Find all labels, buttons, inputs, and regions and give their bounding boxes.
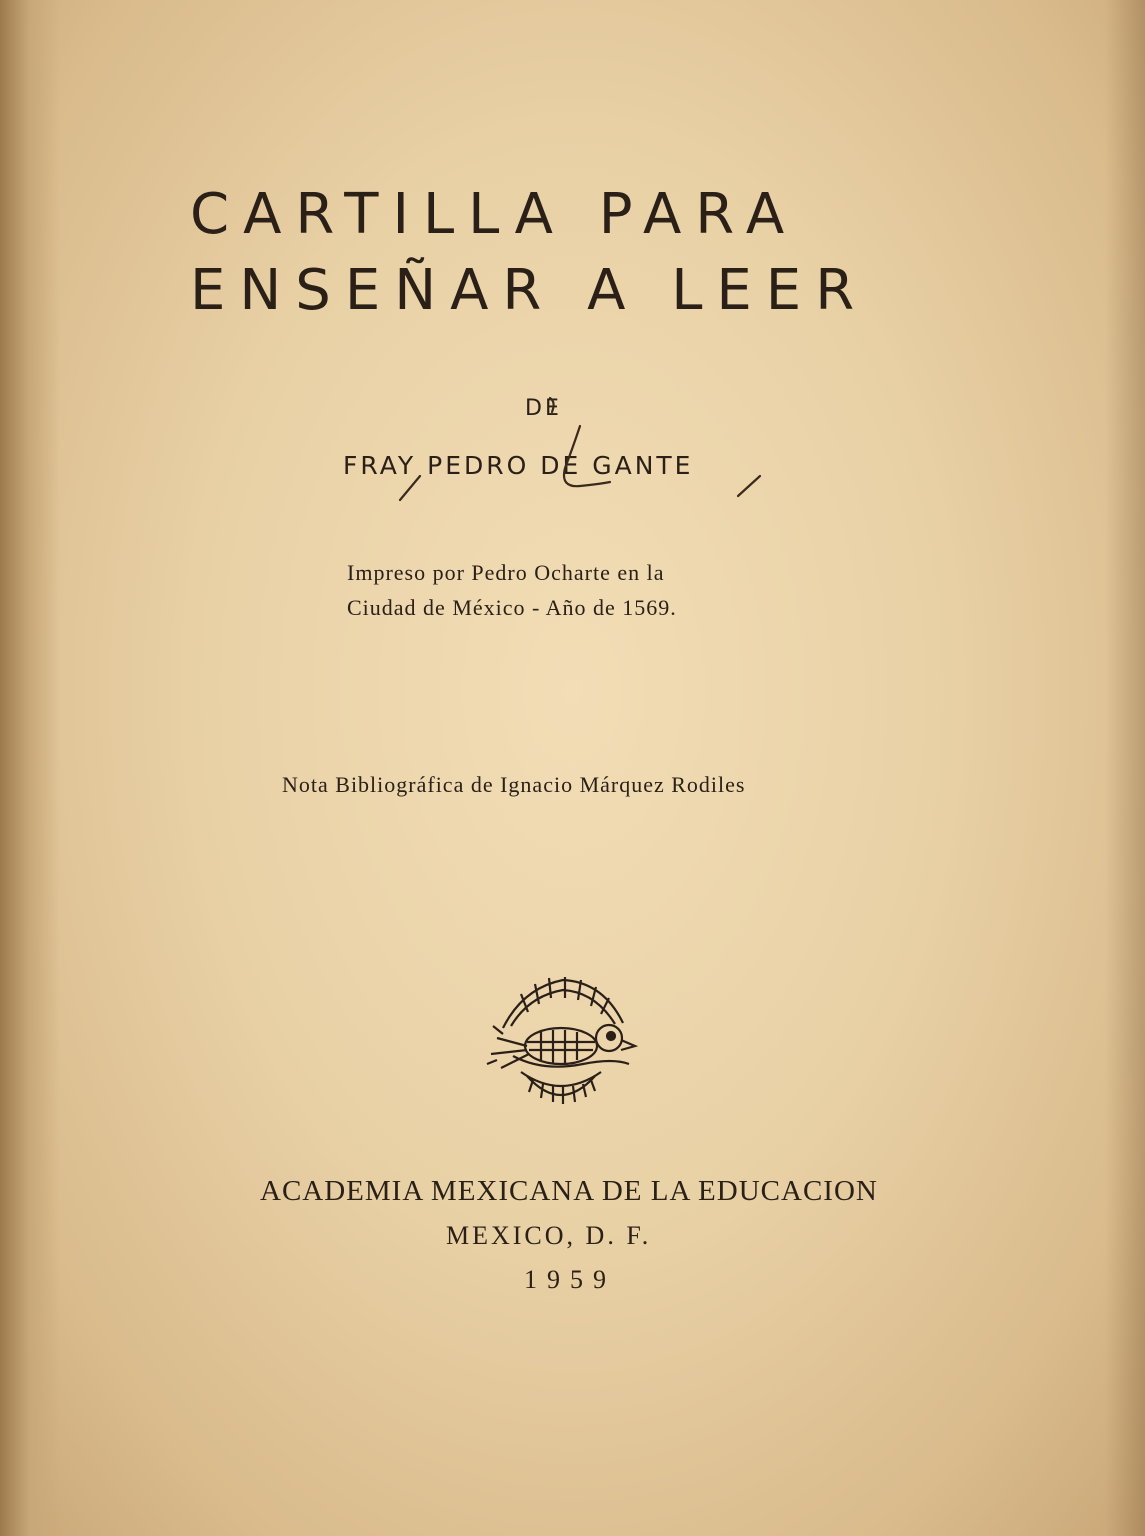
book-title-line-1: CARTILLA PARA bbox=[190, 182, 799, 247]
aztec-eagle-emblem-icon bbox=[483, 968, 638, 1116]
publisher-place: MEXICO, D. F. bbox=[446, 1221, 652, 1250]
book-title-line-2: ENSEÑAR A LEER bbox=[190, 258, 869, 323]
by-label: DE bbox=[525, 396, 562, 421]
imprint-line-2: Ciudad de México - Año de 1569. bbox=[347, 595, 677, 620]
imprint-line-1: Impreso por Pedro Ocharte en la bbox=[347, 560, 665, 585]
publisher-name: ACADEMIA MEXICANA DE LA EDUCACION bbox=[260, 1175, 878, 1207]
author-name: FRAY PEDRO DE GANTE bbox=[343, 451, 694, 480]
bibliographic-note: Nota Bibliográfica de Ignacio Márquez Rodiles bbox=[282, 772, 746, 797]
publication-year: 1959 bbox=[524, 1265, 616, 1294]
